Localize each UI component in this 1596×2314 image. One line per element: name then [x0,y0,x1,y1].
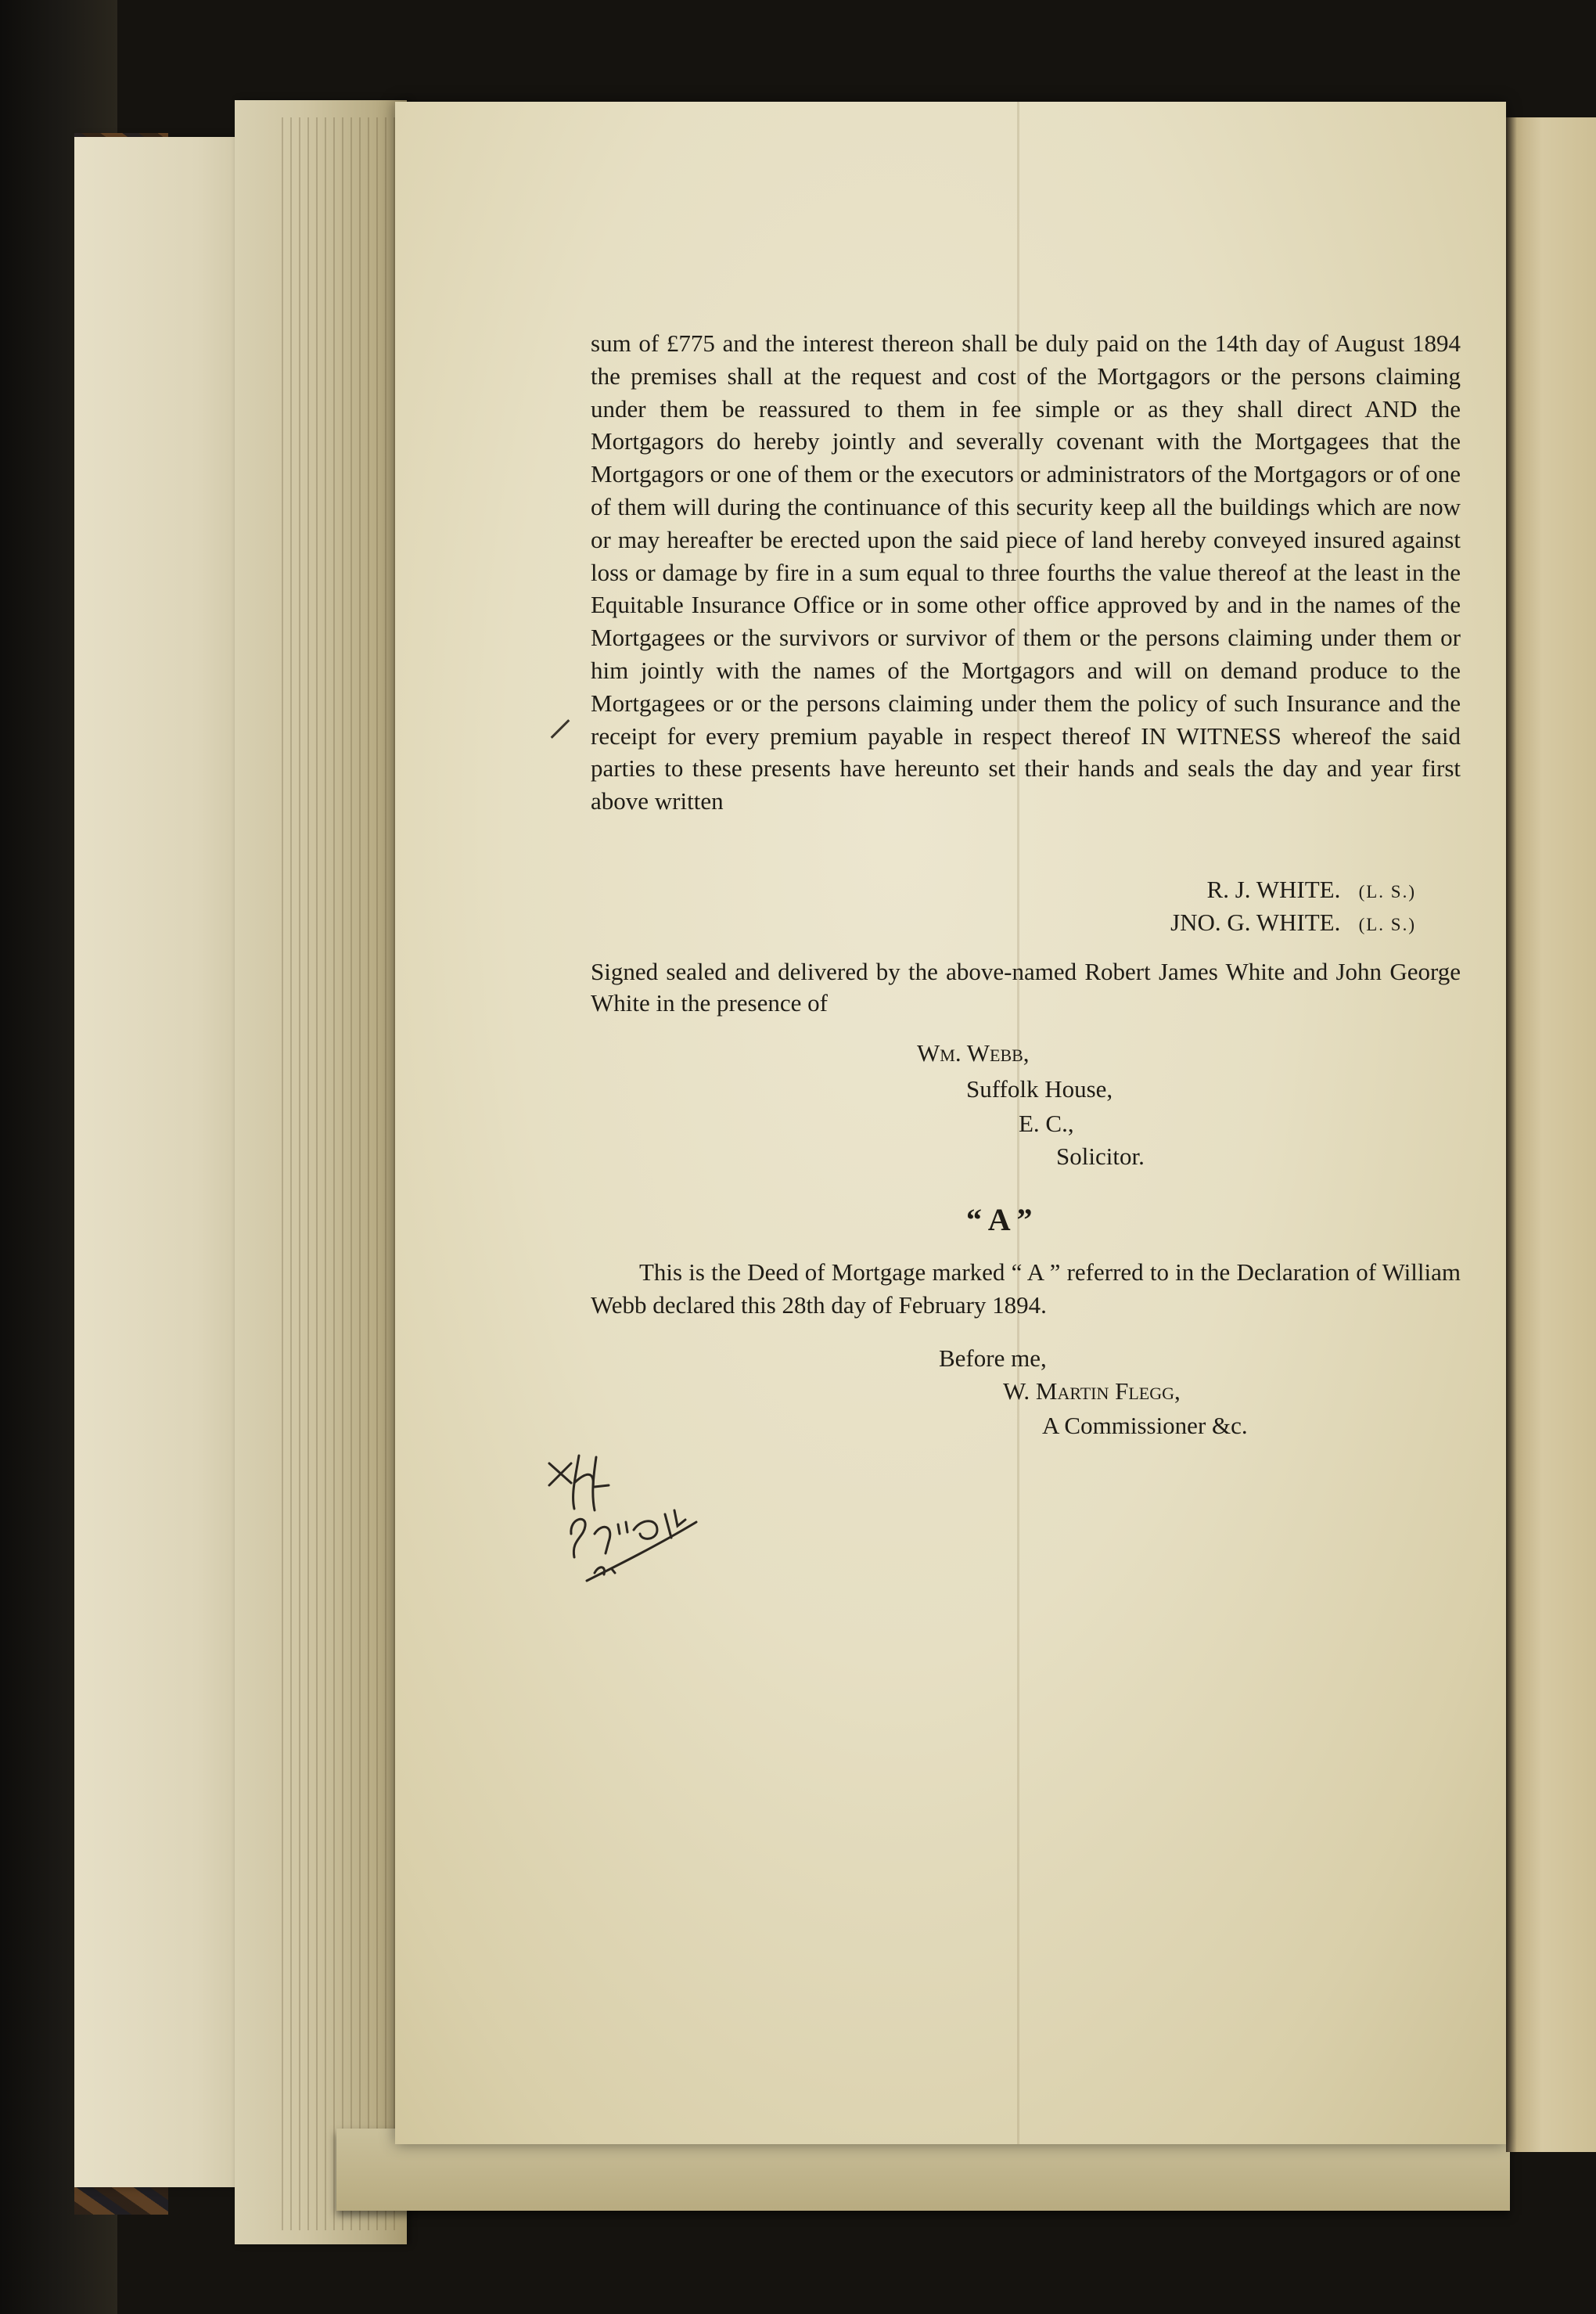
signature-name: JNO. G. WHITE. [1170,909,1341,936]
witness-name: Wm. Webb, [917,1039,1030,1067]
deed-declaration-paragraph: This is the Deed of Mortgage marked “ A ” referred to in the Declaration of William Webb declared this 28th day of February 1894. [591,1258,1461,1319]
handwritten-initials [540,1448,728,1596]
commissioner-name: W. Martin Flegg, [1003,1377,1181,1405]
exhibit-mark-heading: “ A ” [966,1202,1033,1237]
seal-mark: (L. S.) [1358,915,1416,934]
commissioner-title: A Commissioner &c. [1042,1412,1248,1439]
witness-address-line2: E. C., [1019,1110,1074,1137]
signature-name: R. J. WHITE. [1206,876,1341,903]
seal-mark: (L. S.) [1358,882,1416,901]
mortgage-covenant-paragraph: sum of £775 and the interest thereon shall be duly paid on the 14th day of August 1894 the premises shall at the request and cost of the Mortgagors or the persons claiming under them be reassured to them in fee simple or as they shall direct AND the Mortgagors do hereby jointly and severally covenant with the Mortgagees that the Mortgagors or one of them or the executors or administrators of the Mortgagors or of one of them will during the continuance of this security keep all the buildings which are now or may hereafter be erected upon the said piece of land hereby conveyed insured against loss or damage by fire in a sum equal to three fourths the value thereof at the least in the Equitable Insurance Office or in some other office approved by and in the names of the Mortgagees or the survivors or survivor of them or the persons claiming under them or him jointly with the names of the Mortgagors and will on demand produce to the Mortgagees or or the persons claiming under them the policy of such Insurance and the receipt for every premium payable in respect thereof IN WITNESS whereof the said parties to these presents have hereunto set their hands and seals the day and year first above written [591,329,1461,815]
book-right-edge [1506,117,1596,2152]
blank-flyleaf [74,137,250,2187]
signature-jno-g-white [1056,906,1416,941]
signature-rj-white [1056,873,1416,909]
witness-role: Solicitor. [1056,1143,1145,1170]
witness-address-line1: Suffolk House, [966,1075,1113,1103]
before-me-label: Before me, [939,1344,1047,1372]
page-stack-edges [282,117,399,2230]
attestation-paragraph: Signed sealed and delivered by the above-named Robert James White and John George White in the presence of [591,958,1461,1017]
